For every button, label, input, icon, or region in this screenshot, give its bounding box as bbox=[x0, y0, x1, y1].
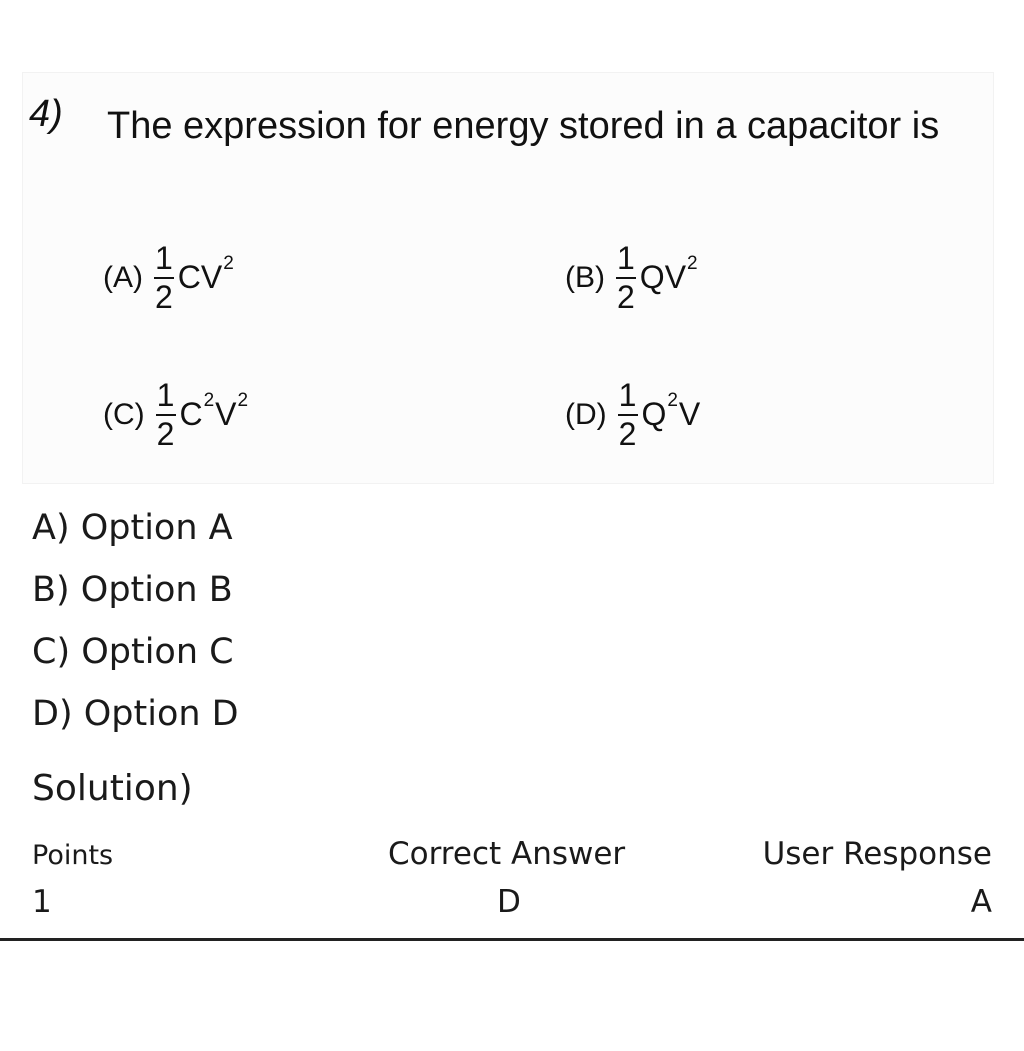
question-image bbox=[22, 72, 994, 484]
numerator: 1 bbox=[617, 240, 635, 276]
numerator: 1 bbox=[618, 377, 637, 413]
option-expression bbox=[641, 390, 701, 433]
expression-exponent: 2 bbox=[667, 390, 678, 411]
option-label: (C) bbox=[103, 397, 145, 431]
option-expression bbox=[639, 253, 699, 296]
denominator: 2 bbox=[155, 279, 173, 315]
denominator: 2 bbox=[617, 279, 635, 315]
expression-exponent: 2 bbox=[237, 390, 249, 411]
fraction bbox=[155, 378, 177, 451]
expression-variable: Q bbox=[641, 396, 667, 432]
solution-heading: Solution) bbox=[32, 768, 193, 809]
expression-variable: CV bbox=[177, 259, 223, 295]
expression-variable: QV bbox=[639, 259, 687, 295]
expression-variable: V bbox=[678, 396, 701, 432]
expression-variable: C bbox=[179, 396, 203, 432]
answer-choice-c[interactable]: C) Option C bbox=[32, 632, 234, 672]
question-number: 4) bbox=[29, 93, 63, 135]
expression-exponent: 2 bbox=[203, 390, 215, 411]
correct-answer-value: D bbox=[497, 884, 521, 920]
points-value: 1 bbox=[32, 884, 52, 920]
answer-choice-d[interactable]: D) Option D bbox=[32, 694, 239, 734]
fraction bbox=[615, 241, 637, 314]
denominator: 2 bbox=[618, 416, 637, 452]
option-expression bbox=[177, 253, 235, 296]
question-option-c bbox=[103, 378, 249, 451]
divider bbox=[0, 938, 1024, 941]
user-response-label: User Response bbox=[762, 836, 992, 872]
answer-choice-b[interactable]: B) Option B bbox=[32, 570, 233, 610]
correct-answer-label: Correct Answer bbox=[388, 836, 626, 872]
numerator: 1 bbox=[155, 240, 173, 276]
option-label: (A) bbox=[103, 260, 143, 294]
user-response-value: A bbox=[970, 884, 992, 920]
points-label: Points bbox=[32, 840, 114, 871]
question-option-d bbox=[565, 378, 700, 451]
expression-variable: V bbox=[215, 396, 237, 432]
numerator: 1 bbox=[156, 377, 175, 413]
question-option-a bbox=[103, 241, 235, 314]
expression-exponent: 2 bbox=[687, 253, 698, 274]
question-text: The expression for energy stored in a capacitor is bbox=[107, 105, 940, 147]
fraction bbox=[617, 378, 639, 451]
expression-exponent: 2 bbox=[223, 253, 234, 274]
option-label: (D) bbox=[565, 397, 607, 431]
option-label: (B) bbox=[565, 260, 605, 294]
option-expression bbox=[179, 390, 249, 433]
denominator: 2 bbox=[156, 416, 175, 452]
fraction bbox=[153, 241, 175, 314]
answer-choice-a[interactable]: A) Option A bbox=[32, 508, 233, 548]
question-option-b bbox=[565, 241, 699, 314]
